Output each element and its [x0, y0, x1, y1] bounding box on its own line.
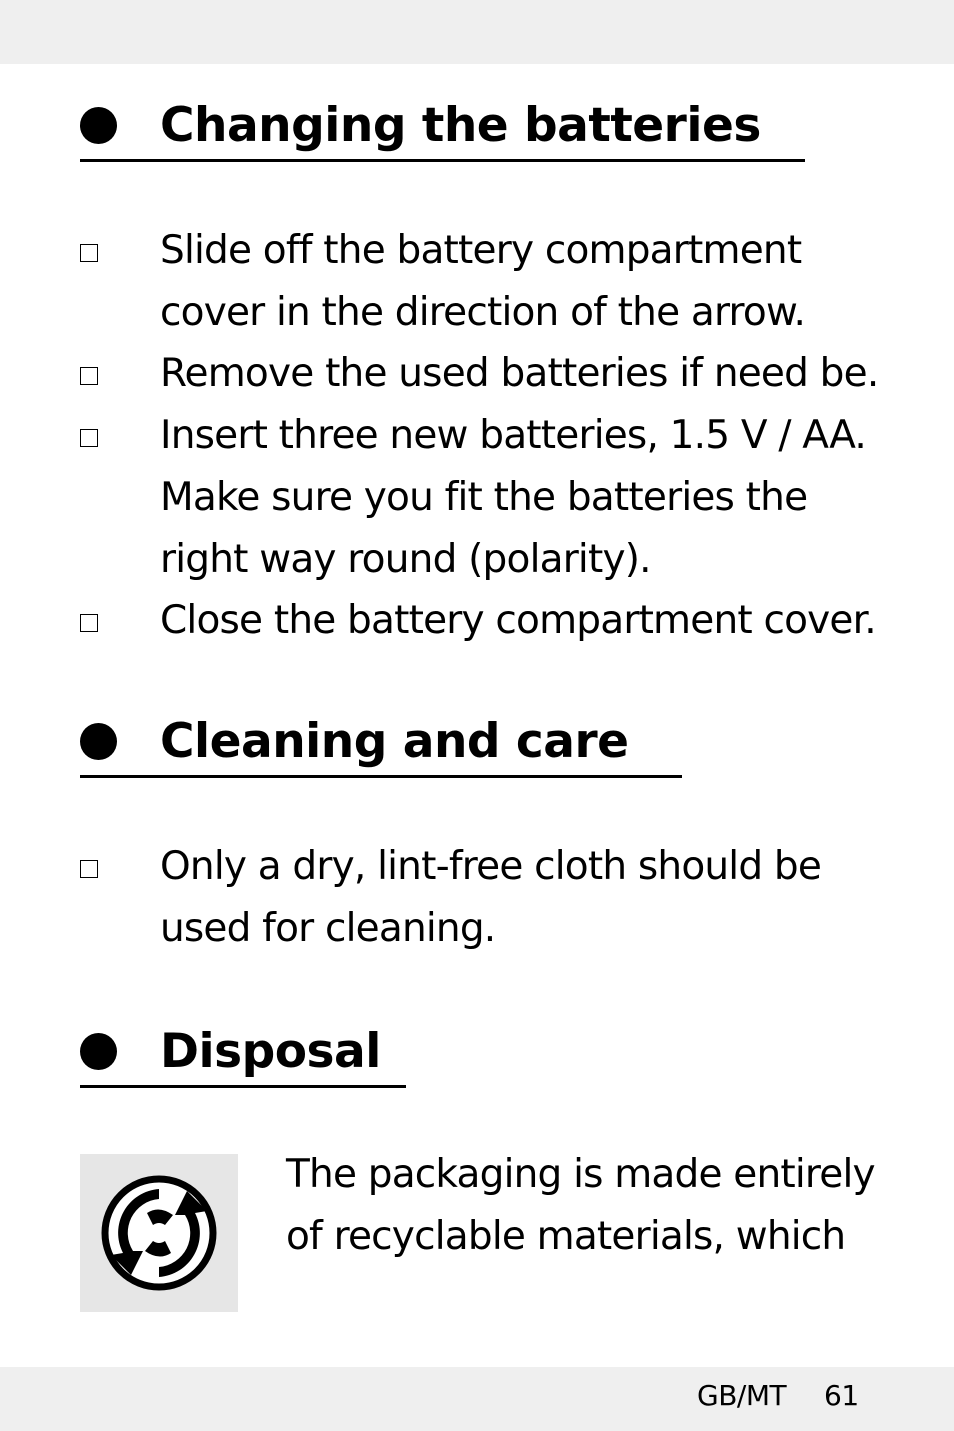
heading-cleaning-and-care [80, 708, 682, 778]
checkbox-square-icon [80, 367, 98, 385]
text-line: right way round (polarity). [160, 537, 651, 582]
checkbox-square-icon [80, 614, 98, 632]
section-title: Cleaning and care [160, 714, 629, 769]
checkbox-square-icon [80, 860, 98, 878]
text-line: of recyclable materials, which [286, 1214, 846, 1259]
text-line: Insert three new batteries, 1.5 V / AA. [160, 413, 867, 458]
top-margin-band [0, 0, 954, 64]
bullet-dot-icon [80, 1033, 117, 1070]
heading-changing-the-batteries [80, 92, 805, 162]
bullet-dot-icon [80, 723, 117, 760]
list-item-text [160, 590, 920, 652]
footer-region-label: GB/MT [697, 1379, 787, 1412]
disposal-paragraph [286, 1144, 906, 1268]
text-line: Only a dry, lint-free cloth should be [160, 844, 822, 889]
list-item-text [160, 405, 920, 591]
checkbox-square-icon [80, 429, 98, 447]
section-title: Changing the batteries [160, 98, 761, 153]
footer-band [0, 1367, 954, 1431]
section-title: Disposal [160, 1024, 381, 1079]
text-line: Slide off the battery compartment [160, 228, 802, 273]
text-line: used for cleaning. [160, 906, 496, 951]
green-dot-recycling-icon [101, 1175, 217, 1291]
text-line: Make sure you fit the batteries the [160, 475, 808, 520]
heading-disposal [80, 1018, 406, 1088]
list-item-text [160, 836, 920, 960]
text-line: Remove the used batteries if need be. [160, 351, 879, 396]
text-line: Close the battery compartment cover. [160, 598, 876, 643]
bullet-dot-icon [80, 107, 117, 144]
checkbox-square-icon [80, 244, 98, 262]
list-item-text [160, 220, 920, 344]
page-number: 61 [824, 1379, 859, 1412]
text-line: The packaging is made entirely [286, 1152, 875, 1197]
list-item-text [160, 343, 920, 405]
text-line: cover in the direction of the arrow. [160, 290, 806, 335]
recycling-logo [80, 1154, 238, 1312]
